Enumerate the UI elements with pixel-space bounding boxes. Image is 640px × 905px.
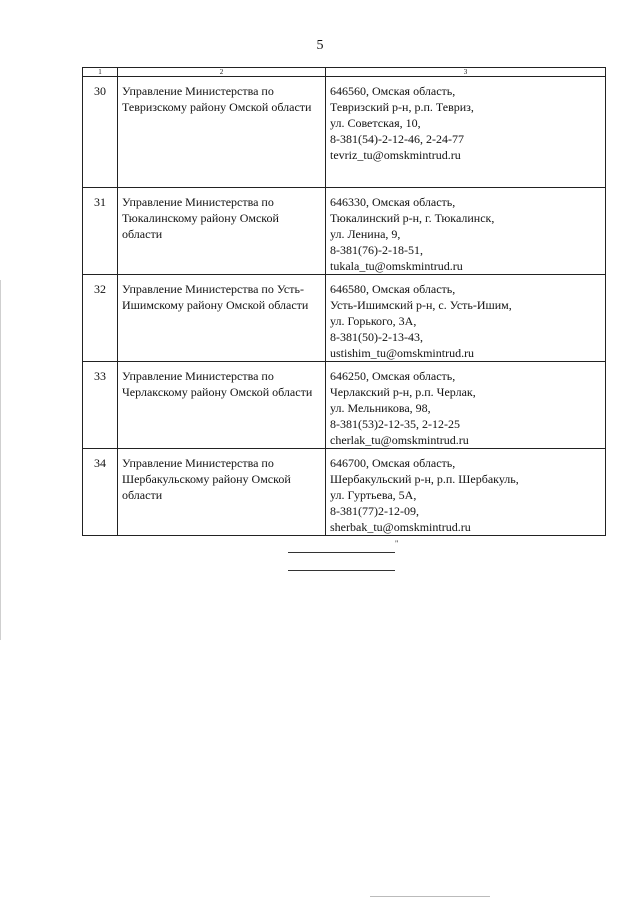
address-locality: Черлакский р-н, р.п. Черлак,	[330, 385, 476, 399]
address-email: tevriz_tu@omskmintrud.ru	[330, 148, 461, 162]
office-name: Управление Министерства по Тюкалинскому району Омской области	[118, 188, 326, 275]
table-row	[83, 362, 606, 449]
address-email: ustishim_tu@omskmintrud.ru	[330, 346, 475, 360]
office-name: Управление Министерства по Шербакульскому району Омской области	[118, 449, 326, 536]
table-row	[83, 275, 606, 362]
directory-table	[82, 67, 606, 536]
address-street: ул. Мельникова, 98,	[330, 401, 431, 415]
table-row	[83, 77, 606, 188]
address-street: ул. Ленина, 9,	[330, 227, 401, 241]
column-header-number: 1	[83, 68, 118, 77]
row-number: 32	[83, 275, 118, 362]
closing-underline-bottom	[288, 570, 395, 571]
table-header-row	[83, 68, 606, 77]
address-phone: 8-381(50)-2-13-43,	[330, 330, 423, 344]
address-street: ул. Гуртьева, 5А,	[330, 488, 417, 502]
address-email: cherlak_tu@omskmintrud.ru	[330, 433, 469, 447]
closing-underline-top	[288, 552, 395, 553]
address-postal: 646580, Омская область,	[330, 282, 456, 296]
row-number: 34	[83, 449, 118, 536]
row-number: 33	[83, 362, 118, 449]
scan-bottom-artifact	[370, 896, 490, 897]
address-email: sherbak_tu@omskmintrud.ru	[330, 520, 471, 534]
office-name: Управление Министерства по Черлакскому району Омской области	[118, 362, 326, 449]
address-street: ул. Советская, 10,	[330, 116, 421, 130]
address-postal: 646560, Омская область,	[330, 84, 456, 98]
address-locality: Шербакульский р-н, р.п. Шербакуль,	[330, 472, 519, 486]
address-postal: 646250, Омская область,	[330, 369, 456, 383]
office-address	[326, 275, 606, 362]
address-street: ул. Горького, 3А,	[330, 314, 417, 328]
row-number: 30	[83, 77, 118, 188]
address-postal: 646330, Омская область,	[330, 195, 456, 209]
address-phone: 8-381(77)2-12-09,	[330, 504, 419, 518]
office-name: Управление Министерства по Усть-Ишимскому району Омской области	[118, 275, 326, 362]
address-locality: Тевризский р-н, р.п. Тевриз,	[330, 100, 474, 114]
scan-edge-shadow	[0, 280, 1, 640]
office-address	[326, 188, 606, 275]
row-number: 31	[83, 188, 118, 275]
office-name: Управление Министерства по Тевризскому району Омской области	[118, 77, 326, 188]
address-email: tukala_tu@omskmintrud.ru	[330, 259, 463, 273]
office-address	[326, 362, 606, 449]
address-phone: 8-381(76)-2-18-51,	[330, 243, 423, 257]
table-row	[83, 449, 606, 536]
address-phone: 8-381(54)-2-12-46, 2-24-77	[330, 132, 464, 146]
office-address	[326, 77, 606, 188]
column-header-name: 2	[118, 68, 326, 77]
address-locality: Тюкалинский р-н, г. Тюкалинск,	[330, 211, 495, 225]
office-address	[326, 449, 606, 536]
address-locality: Усть-Ишимский р-н, с. Усть-Ишим,	[330, 298, 512, 312]
column-header-address: 3	[326, 68, 606, 77]
address-phone: 8-381(53)2-12-35, 2-12-25	[330, 417, 460, 431]
table-row	[83, 188, 606, 275]
page-number: 5	[316, 38, 324, 53]
closing-quote-mark: "	[395, 539, 399, 548]
address-postal: 646700, Омская область,	[330, 456, 456, 470]
